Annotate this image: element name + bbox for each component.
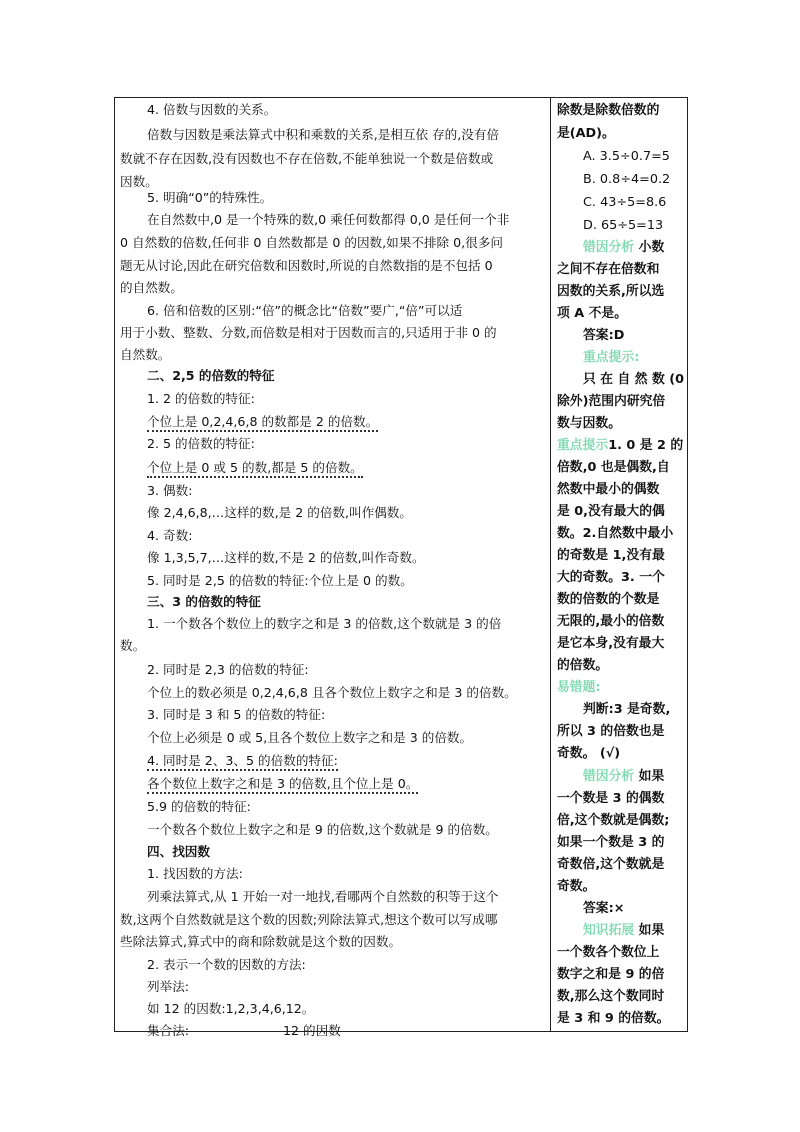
text-line: 0 自然数的倍数,任何非 0 自然数都是 0 的因数,如果不排除 0,很多问 — [120, 235, 503, 250]
option-d: D. 65÷5=13 — [583, 218, 664, 233]
easy-mistake-tag: 易错题: — [557, 680, 601, 695]
section-heading: 三、3 的倍数的特征 — [147, 594, 261, 609]
side-line: 倍数,0 也是偶数,自 — [557, 460, 670, 475]
side-line: 大的奇数。3. 一个 — [557, 570, 665, 585]
side-line: 判断:3 是奇数, — [583, 702, 671, 717]
side-line: 只 在 自 然 数 (0 — [583, 372, 685, 387]
key-point: 个位上是 0 或 5 的数,都是 5 的倍数。 — [147, 460, 363, 478]
text-line: 一个数各个数位上数字之和是 9 的倍数,这个数就是 9 的倍数。 — [147, 822, 498, 837]
text-line: 列举法: — [147, 979, 190, 994]
side-line: 所以 3 的倍数也是 — [557, 724, 665, 739]
text-line: 用于小数、整数、分数,而倍数是相对于因数而言的,只适用于非 0 的 — [120, 325, 497, 340]
text-line: 题无从讨论,因此在研究倍数和因数时,所说的自然数指的是不包括 0 — [120, 258, 493, 273]
side-line: 数与因数。 — [557, 416, 621, 431]
text-line — [147, 458, 363, 478]
text-line: 像 2,4,6,8,…这样的数,是 2 的倍数,叫作偶数。 — [147, 505, 412, 520]
side-line: 数。2.自然数中最小 — [557, 526, 674, 541]
side-line: 如果一个数是 3 的 — [557, 835, 665, 850]
text-line: 数。 — [120, 638, 146, 653]
text-line: 的自然数。 — [120, 280, 183, 295]
side-line: 因数的关系,所以选 — [557, 284, 665, 299]
side-line: 奇数。 (√) — [557, 746, 621, 761]
text-line: 如 12 的因数:1,2,3,4,6,12。 — [147, 1001, 315, 1016]
error-analysis-tag: 错因分析 — [583, 240, 635, 255]
text-line: 5.9 的倍数的特征: — [147, 799, 251, 814]
option-c: C. 43÷5=8.6 — [583, 195, 667, 210]
error-analysis-tag: 错因分析 — [583, 769, 635, 784]
text-line: 2. 同时是 2,3 的倍数的特征: — [147, 662, 309, 677]
key-point: 个位上是 0,2,4,6,8 的数都是 2 的倍数。 — [147, 414, 378, 432]
side-line: 重点提示1. 0 是 2 的 — [557, 438, 684, 453]
text-line: 4. 奇数: — [147, 528, 193, 543]
text-line — [147, 751, 338, 771]
side-line: 然数中最小的偶数 — [557, 482, 660, 497]
text-line: 在自然数中,0 是一个特殊的数,0 乘任何数都得 0,0 是任何一个非 — [147, 212, 510, 227]
text-line: 倍数与因数是乘法算式中积和乘数的关系,是相互依 存的,没有倍 — [147, 127, 500, 142]
text-line: 3. 同时是 3 和 5 的倍数的特征: — [147, 707, 326, 722]
side-line: 项 A 不是。 — [557, 306, 628, 321]
side-line: 知识拓展 如果 — [583, 923, 665, 938]
text-line: 5. 明确“0”的特殊性。 — [147, 190, 273, 205]
side-line: 一个数各个数位上 — [557, 945, 660, 960]
text-line: 个位上必须是 0 或 5,且各个数位上数字之和是 3 的倍数。 — [147, 730, 473, 745]
side-line: 除外)范围内研究倍 — [557, 394, 666, 409]
key-point: 各个数位上数字之和是 3 的倍数,且个位上是 0。 — [147, 776, 418, 794]
knowledge-ext-tag: 知识拓展 — [583, 923, 635, 938]
text-line: 个位上的数必须是 0,2,4,6,8 且各个数位上数字之和是 3 的倍数。 — [147, 685, 517, 700]
option-b: B. 0.8÷4=0.2 — [583, 172, 671, 187]
option-a: A. 3.5÷0.7=5 — [583, 149, 670, 164]
side-line: 是它本身,没有最大 — [557, 636, 665, 651]
text-line: 2. 5 的倍数的特征: — [147, 436, 255, 451]
key-tip-tag: 重点提示: — [583, 350, 640, 365]
side-line: 奇数倍,这个数就是 — [557, 857, 665, 872]
text-line: 1. 找因数的方法: — [147, 866, 243, 881]
side-line: 是 0,没有最大的偶 — [557, 504, 665, 519]
text-line: 因数。 — [120, 174, 158, 189]
side-line: 错因分析 如果 — [583, 769, 665, 784]
set-label: 12 的因数 — [283, 1023, 341, 1038]
side-line: 是 3 和 9 的倍数。 — [557, 1011, 670, 1026]
side-line: 倍,这个数就是偶数; — [557, 813, 670, 828]
column-divider — [550, 97, 551, 1032]
side-line: 的倍数。 — [557, 658, 609, 673]
side-line: 一个数是 3 的偶数 — [557, 791, 665, 806]
text-line: 2. 表示一个数的因数的方法: — [147, 957, 306, 972]
text-line: 像 1,3,5,7,…这样的数,不是 2 的倍数,叫作奇数。 — [147, 550, 425, 565]
text-line — [147, 412, 378, 432]
side-line: 无限的,最小的倍数 — [557, 614, 665, 629]
text-line: 些除法算式,算式中的商和除数就是这个数的因数。 — [120, 934, 402, 949]
answer: 答案:D — [583, 328, 625, 343]
text-line: 3. 偶数: — [147, 483, 193, 498]
text-line: 1. 一个数各个数位上的数字之和是 3 的倍数,这个数就是 3 的倍 — [147, 616, 502, 631]
text-line: 集合法: — [147, 1023, 190, 1038]
key-point: 4. 同时是 2、3、5 的倍数的特征: — [147, 753, 338, 771]
text-line: 6. 倍和倍数的区别:“倍”的概念比“倍数”要广,“倍”可以适 — [147, 303, 463, 318]
side-line: 数字之和是 9 的倍 — [557, 967, 665, 982]
side-line: 错因分析 小数 — [583, 240, 665, 255]
text-line: 4. 倍数与因数的关系。 — [147, 102, 277, 117]
text-line: 自然数。 — [120, 347, 171, 362]
text-line: 5. 同时是 2,5 的倍数的特征:个位上是 0 的数。 — [147, 573, 413, 588]
side-line: 的奇数是 1,没有最 — [557, 548, 665, 563]
text-line: 数就不存在因数,没有因数也不存在倍数,不能单独说一个数是倍数或 — [120, 151, 494, 166]
text-line — [147, 774, 418, 794]
answer: 答案:× — [583, 901, 625, 916]
section-heading: 四、找因数 — [147, 844, 210, 859]
section-heading: 二、2,5 的倍数的特征 — [147, 368, 275, 383]
side-line: 数,那么这个数同时 — [557, 989, 665, 1004]
text-line: 列乘法算式,从 1 开始一对一地找,看哪两个自然数的积等于这个 — [147, 889, 499, 904]
side-line: 数的倍数的个数是 — [557, 592, 660, 607]
side-line: 奇数。 — [557, 879, 596, 894]
side-line: 之间不存在倍数和 — [557, 262, 660, 277]
text-line: 数,这两个自然数就是这个数的因数;列除法算式,想这个数可以写成哪 — [120, 912, 498, 927]
side-line: 除数是除数倍数的 — [557, 103, 660, 118]
side-line: 是(AD)。 — [557, 126, 615, 141]
key-tip-tag: 重点提示 — [557, 438, 609, 453]
text-line: 1. 2 的倍数的特征: — [147, 391, 255, 406]
